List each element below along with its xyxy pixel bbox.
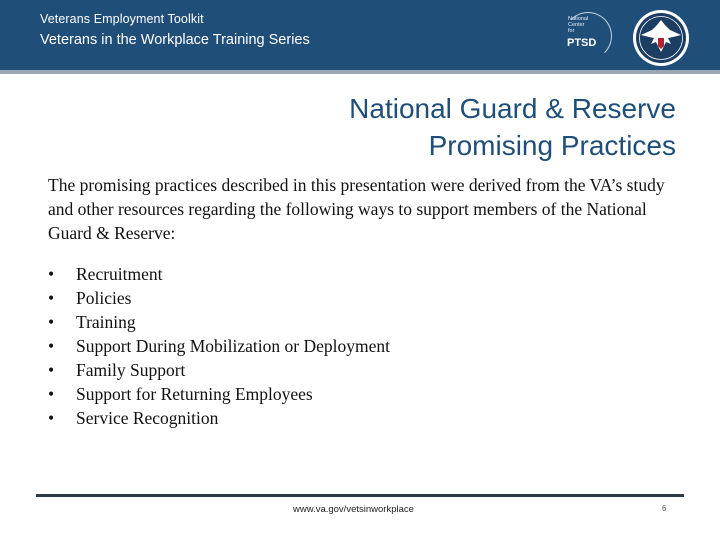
series-title: Veterans in the Workplace Training Series [40,32,310,48]
ptsd-logo-line1: National [568,16,589,22]
list-item [48,382,390,406]
list-item [48,286,390,310]
list-item [48,406,390,430]
bullet-icon: • [48,336,55,356]
list-item [48,358,390,382]
bullet-text: Training [76,312,136,332]
ptsd-logo-line2: Center [568,22,585,28]
slide-title-line2: Promising Practices [428,130,676,161]
bullet-text: Support During Mobilization or Deployment [76,336,390,356]
bullet-text: Recruitment [76,264,163,284]
bullet-icon: • [48,384,55,404]
page-number: 6 [662,504,667,513]
bullet-icon: • [48,264,55,284]
bullet-icon: • [48,288,55,308]
ptsd-logo [560,10,614,62]
header-divider [0,70,720,74]
list-item [48,334,390,358]
bullet-text: Service Recognition [76,408,219,428]
bullet-text: Policies [76,288,132,308]
list-item [48,262,390,286]
bullet-text: Support for Returning Employees [76,384,313,404]
footer-url-link[interactable]: www.va.gov/vetsinworkplace [293,504,414,515]
footer-divider [36,494,684,497]
toolkit-label: Veterans Employment Toolkit [40,12,204,26]
list-item [48,310,390,334]
ptsd-logo-line3: for [568,28,575,34]
ptsd-logo-main: PTSD [567,37,597,49]
bullet-text: Family Support [76,360,186,380]
va-seal-icon [631,8,691,68]
bullet-icon: • [48,408,55,428]
bullet-icon: • [48,360,55,380]
slide-title [349,90,676,164]
intro-paragraph: The promising practices described in this presentation were derived from the VA’s study and other resources regarding the following ways to support members of the National Guard & Reserve: [48,175,665,243]
slide-title-line1: National Guard & Reserve [349,93,676,124]
bullet-list [48,262,390,430]
header-bar [0,0,720,70]
bullet-icon: • [48,312,55,332]
